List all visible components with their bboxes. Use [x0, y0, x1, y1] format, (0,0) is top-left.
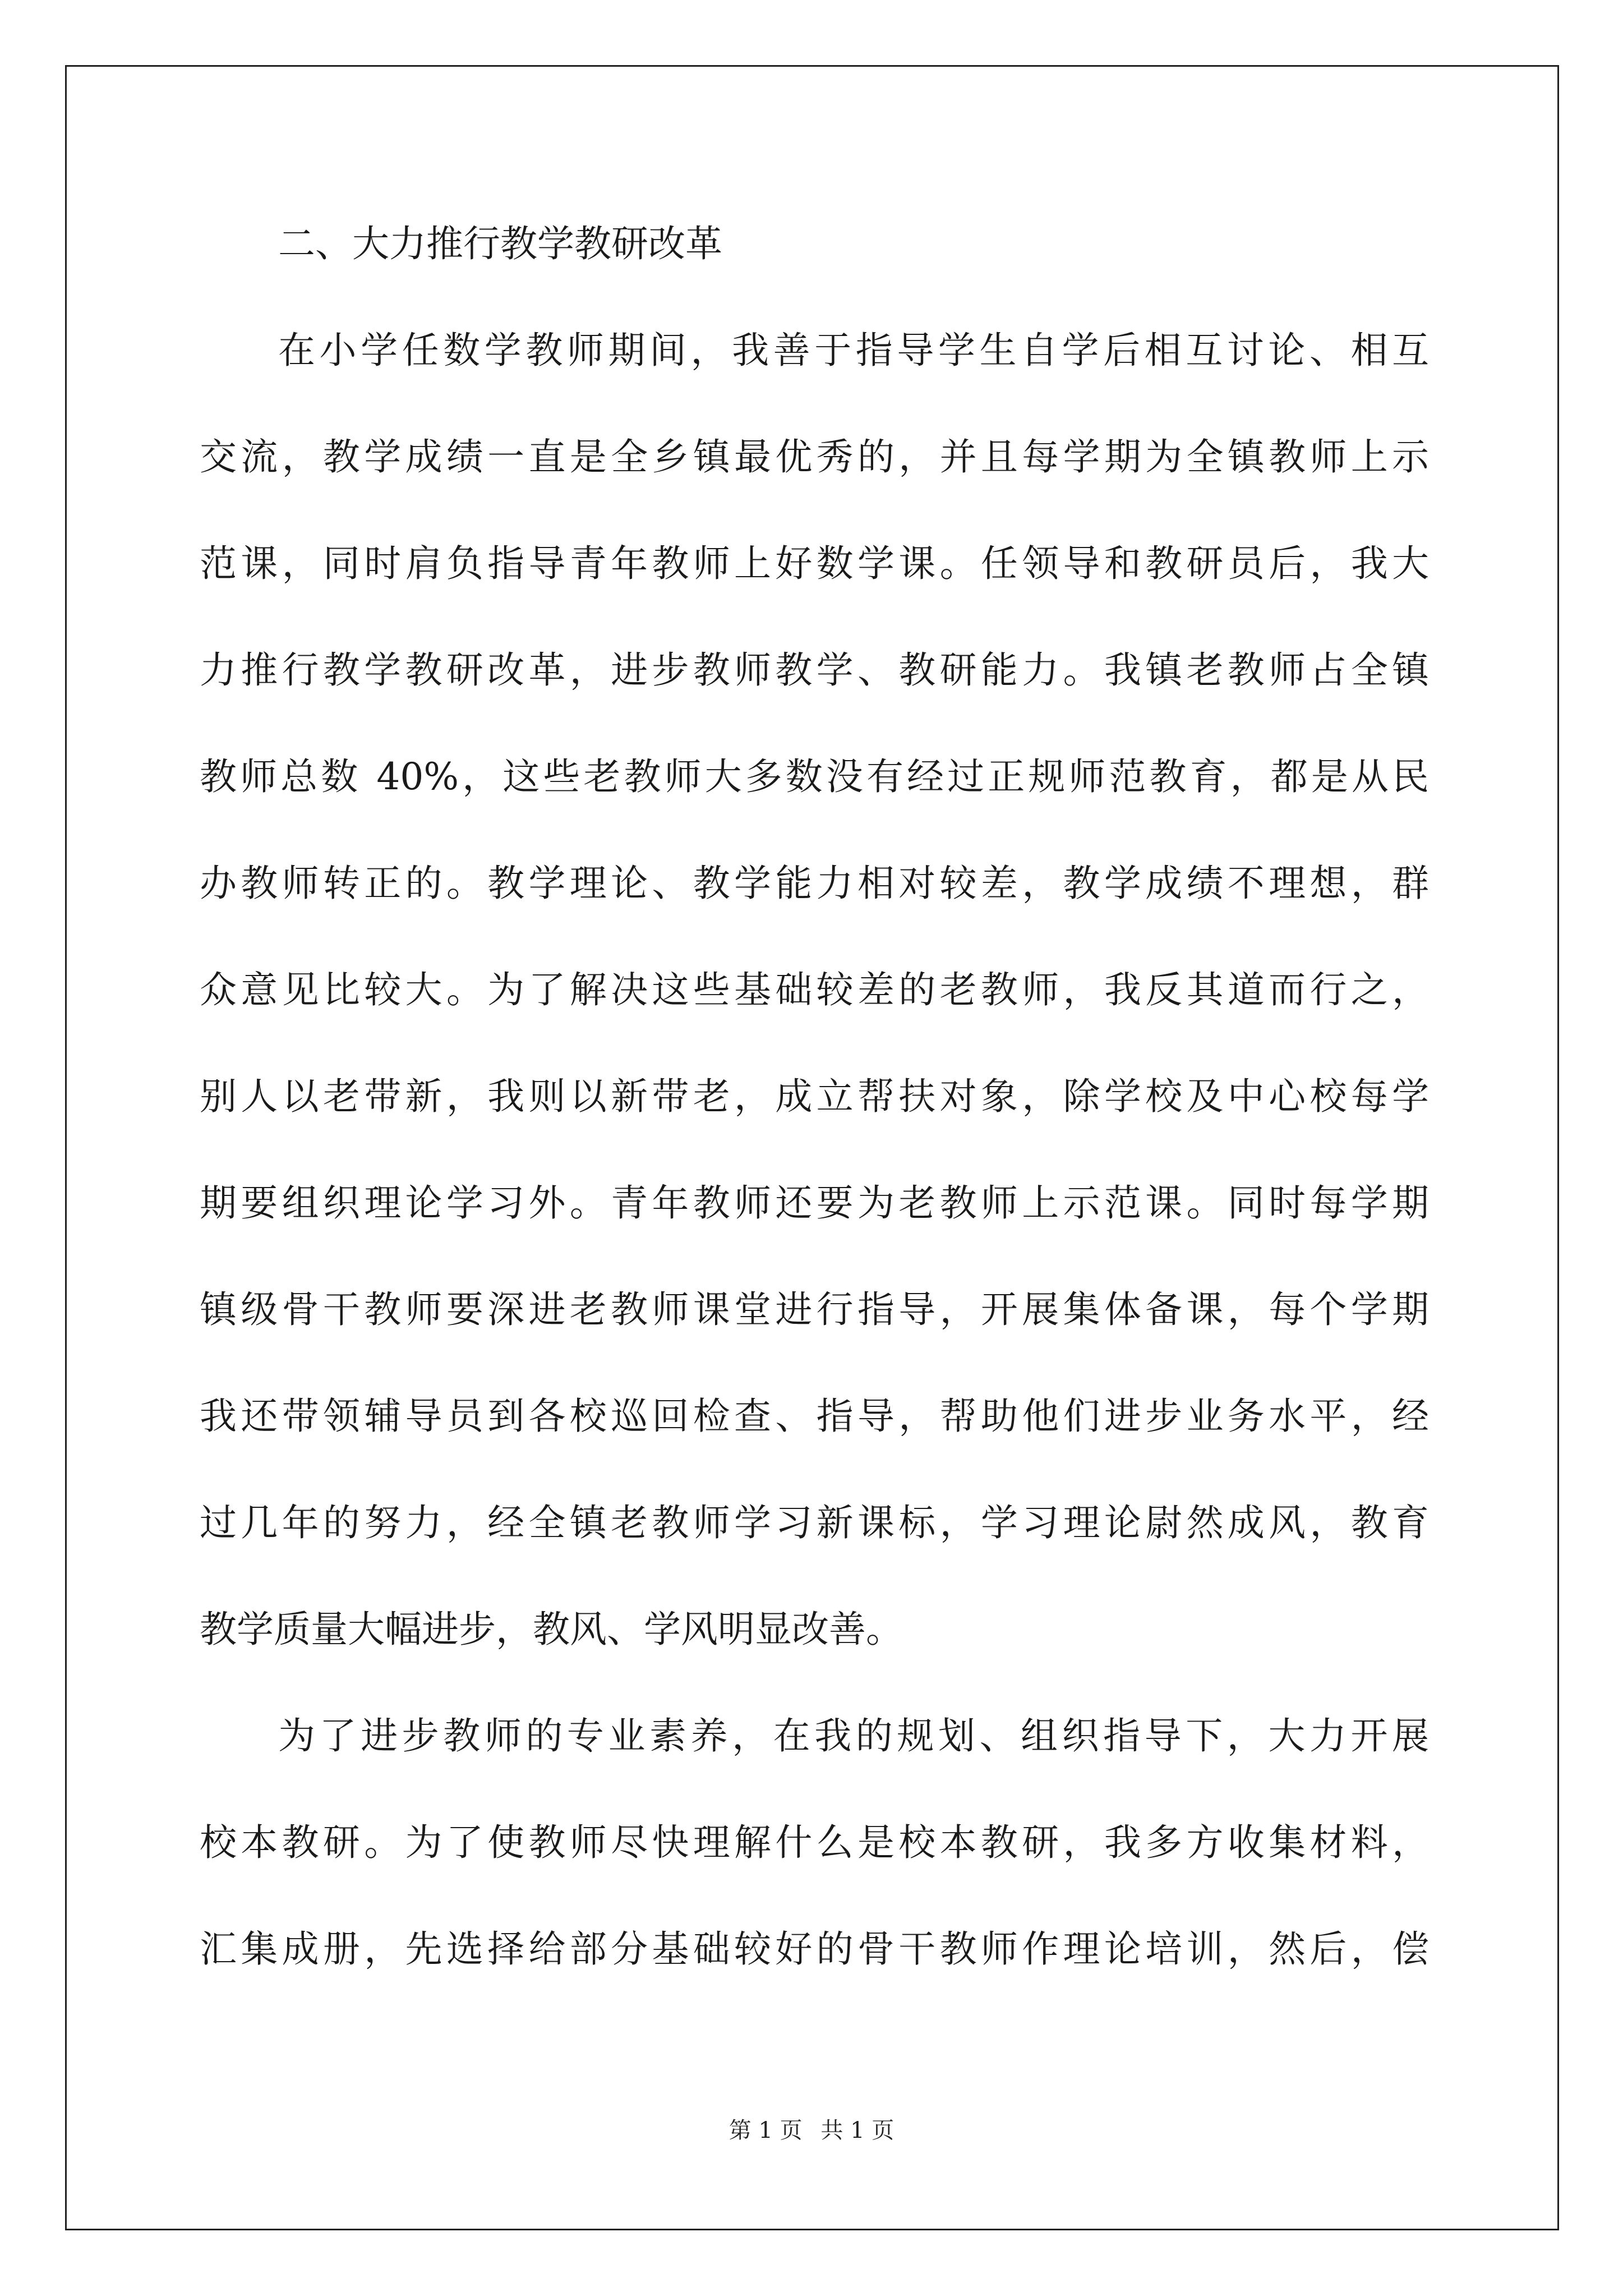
- paragraph-1-line-13: 教学质量大幅进步，教风、学风明显改善。: [200, 1608, 903, 1651]
- page-footer: [0, 2116, 1623, 2145]
- paragraph-1-line-5: 教师总数 40%，这些老教师大多数没有经过正规师范教育，都是从民: [200, 755, 1429, 798]
- paragraph-2-line-1: 为了进步教师的专业素养，在我的规划、组织指导下，大力开展: [278, 1714, 1429, 1757]
- paragraph-1-line-7: 众意见比较大。为了解决这些基础较差的老教师，我反其道而行之，: [200, 968, 1429, 1011]
- paragraph-1-line-11: 我还带领辅导员到各校巡回检查、指导，帮助他们进步业务水平，经: [200, 1395, 1429, 1438]
- paragraph-1-line-3: 范课，同时肩负指导青年教师上好数学课。任领导和教研员后，我大: [200, 542, 1429, 585]
- paragraph-1-line-9: 期要组织理论学习外。青年教师还要为老教师上示范课。同时每学期: [200, 1181, 1429, 1225]
- page-number: 第 1 页: [728, 2118, 803, 2143]
- paragraph-1-line-4: 力推行教学教研改革，进步教师教学、教研能力。我镇老教师占全镇: [200, 648, 1429, 692]
- page-total: 共 1 页: [820, 2118, 895, 2143]
- paragraph-1-line-2: 交流，教学成绩一直是全乡镇最优秀的，并且每学期为全镇教师上示: [200, 435, 1429, 478]
- paragraph-1-line-10: 镇级骨干教师要深进老教师课堂进行指导，开展集体备课，每个学期: [200, 1288, 1429, 1331]
- paragraph-1-line-8: 别人以老带新，我则以新带老，成立帮扶对象，除学校及中心校每学: [200, 1075, 1429, 1118]
- paragraph-1-line-1: 在小学任数学教师期间，我善于指导学生自学后相互讨论、相互: [278, 329, 1429, 372]
- page-border: [65, 65, 1559, 2230]
- paragraph-2-line-3: 汇集成册，先选择给部分基础较好的骨干教师作理论培训，然后，偿: [200, 1927, 1429, 1971]
- paragraph-2-line-2: 校本教研。为了使教师尽快理解什么是校本教研，我多方收集材料，: [200, 1821, 1429, 1864]
- section-heading: 二、大力推行教学教研改革: [278, 222, 722, 265]
- paragraph-1-line-12: 过几年的努力，经全镇老教师学习新课标，学习理论尉然成风，教育: [200, 1501, 1429, 1544]
- paragraph-1-line-6: 办教师转正的。教学理论、教学能力相对较差，教学成绩不理想，群: [200, 862, 1429, 905]
